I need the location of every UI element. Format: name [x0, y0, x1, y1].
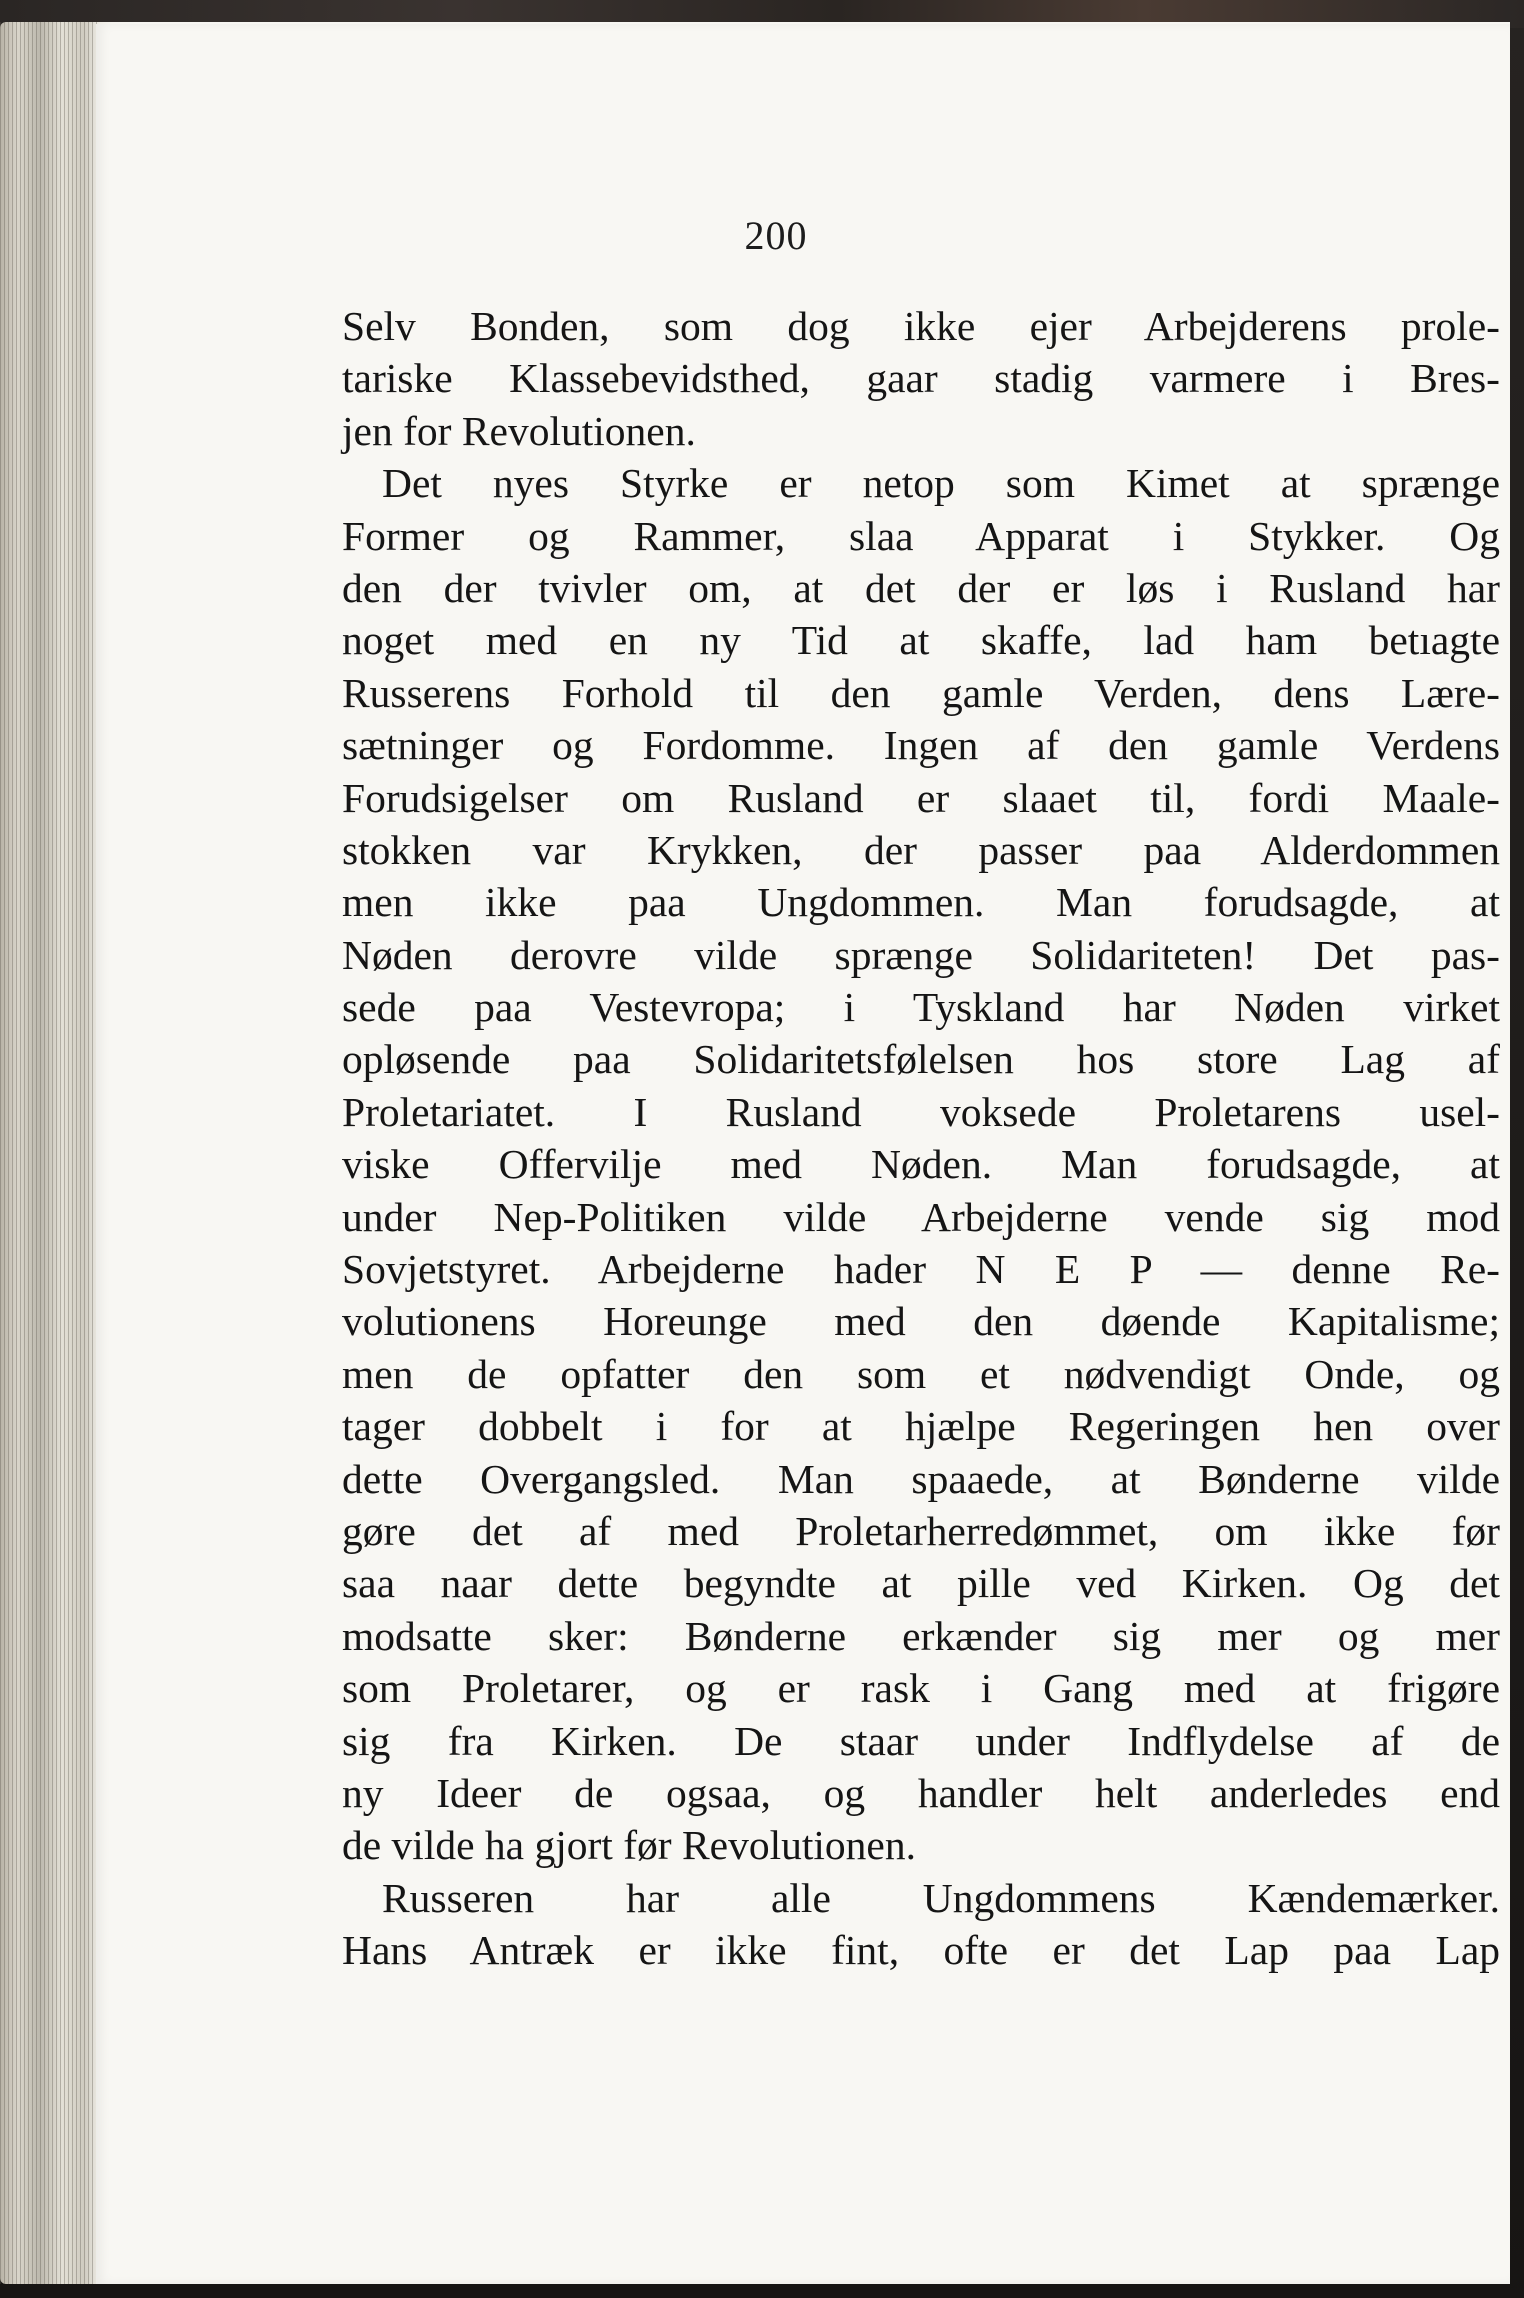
text-line: dette Overgangsled. Man spaaede, at Bønderne vilde — [342, 1455, 1500, 1502]
text-line: gøre det af med Proletarherredømmet, om ikke før — [342, 1507, 1500, 1554]
text-line: men de opfatter den som et nødvendigt Onde, og — [342, 1350, 1500, 1397]
text-line: viske Offervilje med Nøden. Man forudsagde, at — [342, 1141, 1500, 1188]
text-line: Selv Bonden, som dog ikke ejer Arbejderens prole- — [342, 303, 1500, 349]
text-line: noget med en ny Tid at skaffe, lad ham betıagte — [342, 617, 1500, 664]
text-line: modsatte sker: Bønderne erkænder sig mer og mer — [342, 1612, 1500, 1659]
page-stack-edges — [0, 22, 100, 2284]
text-line: Sovjetstyret. Arbejderne hader N E P — denne Re- — [342, 1246, 1500, 1293]
text-line: Proletariatet. I Rusland voksede Proletarens usel- — [342, 1088, 1500, 1135]
text-line: Russerens Forhold til den gamle Verden, dens Lære- — [342, 669, 1500, 716]
text-line: Hans Antræk er ikke fint, ofte er det Lap paa Lap — [342, 1927, 1500, 1974]
page-number: 200 — [744, 213, 808, 258]
text-line: Forudsigelser om Rusland er slaaet til, fordi Maale- — [342, 774, 1500, 821]
text-line: saa naar dette begyndte at pille ved Kirken. Og det — [342, 1560, 1500, 1607]
text-line: tariske Klassebevidsthed, gaar stadig varmere i Bres- — [342, 355, 1500, 402]
book-page — [96, 24, 1510, 2284]
text-line: Russeren har alle Ungdommens Kændemærker. — [382, 1874, 1500, 1921]
text-line: Det nyes Styrke er netop som Kimet at sprænge — [382, 460, 1500, 507]
text-line: men ikke paa Ungdommen. Man forudsagde, at — [342, 879, 1500, 926]
text-line: sætninger og Fordomme. Ingen af den gamle Verdens — [342, 722, 1500, 769]
text-line: volutionens Horeunge med den døende Kapitalisme; — [342, 1298, 1500, 1345]
text-line: sede paa Vestevropa; i Tyskland har Nøden virket — [342, 984, 1500, 1031]
text-line: de vilde ha gjort før Revolutionen. — [342, 1822, 916, 1869]
text-line: den der tvivler om, at det der er løs i Rusland har — [342, 564, 1500, 611]
text-line: Nøden derovre vilde sprænge Solidariteten! Det pas- — [342, 931, 1500, 978]
text-line: jen for Revolutionen. — [342, 407, 696, 454]
text-line: som Proletarer, og er rask i Gang med at frigøre — [342, 1665, 1500, 1712]
text-line: ny Ideer de ogsaa, og handler helt anderledes end — [342, 1769, 1500, 1816]
text-line: tager dobbelt i for at hjælpe Regeringen hen over — [342, 1403, 1500, 1450]
body-text — [342, 300, 1500, 1977]
text-line: sig fra Kirken. De staar under Indflydelse af de — [342, 1717, 1500, 1764]
text-line: under Nep-Politiken vilde Arbejderne vende sig mod — [342, 1193, 1500, 1240]
text-line: Former og Rammer, slaa Apparat i Stykker. Og — [342, 512, 1500, 559]
text-line: stokken var Krykken, der passer paa Alderdommen — [342, 826, 1500, 873]
text-line: opløsende paa Solidaritetsfølelsen hos store Lag af — [342, 1036, 1500, 1083]
